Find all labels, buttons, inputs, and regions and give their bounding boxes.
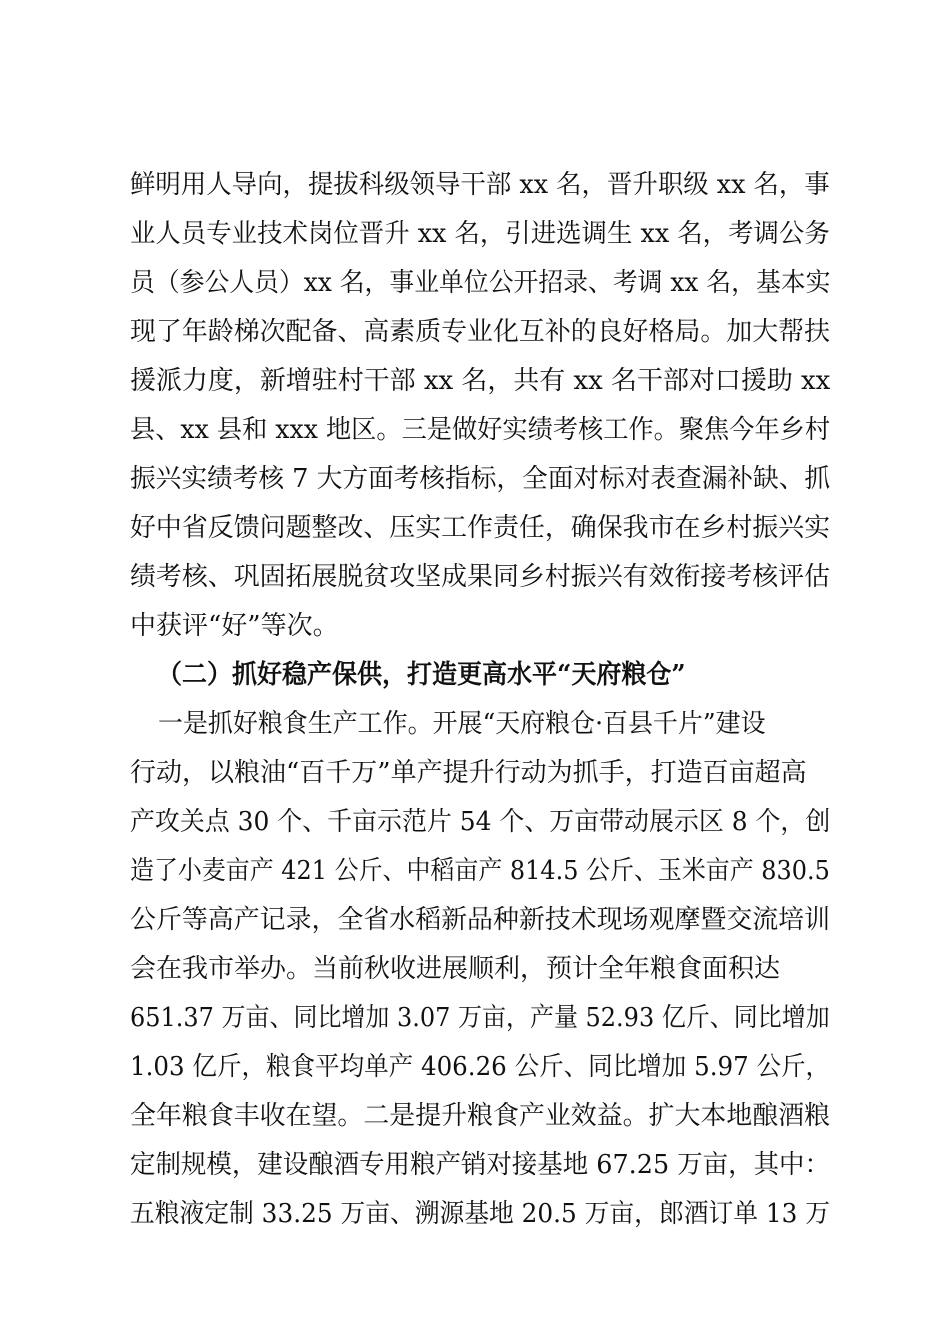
paragraph-first-line: 一是抓好粮食生产工作。开展“天府粮仓·百县千片”建设 <box>158 709 766 739</box>
body-text-line: 中获评“好”等次。 <box>130 611 339 641</box>
body-text-line: 1.03 亿斤，粮食平均单产 406.26 公斤、同比增加 5.97 公斤， <box>130 1052 831 1082</box>
body-text-line: 五粮液定制 33.25 万亩、溯源基地 20.5 万亩，郎酒订单 13 万 <box>130 1199 831 1229</box>
body-text-line: 现了年龄梯次配备、高素质专业化互补的良好格局。加大帮扶 <box>130 317 831 347</box>
body-text-line: 公斤等高产记录，全省水稻新品种新技术现场观摩暨交流培训 <box>130 905 831 935</box>
body-text-line: 援派力度，新增驻村干部 xx 名，共有 xx 名干部对口援助 xx <box>130 366 831 396</box>
body-text-line: 产攻关点 30 个、千亩示范片 54 个、万亩带动展示区 8 个，创 <box>130 807 831 837</box>
body-text-line: 造了小麦亩产 421 公斤、中稻亩产 814.5 公斤、玉米亩产 830.5 <box>130 856 830 886</box>
body-text-line: 好中省反馈问题整改、压实工作责任，确保我市在乡村振兴实 <box>130 513 831 543</box>
section-heading: （二）抓好稳产保供，打造更高水平“天府粮仓” <box>157 660 686 690</box>
body-text-line: 业人员专业技术岗位晋升 xx 名，引进选调生 xx 名，考调公务 <box>130 219 830 249</box>
body-text-line: 定制规模，建设酿酒专用粮产销对接基地 67.25 万亩，其中： <box>130 1150 830 1180</box>
body-text-line: 鲜明用人导向，提拔科级领导干部 xx 名，晋升职级 xx 名，事 <box>130 170 830 200</box>
body-text-line: 绩考核、巩固拓展脱贫攻坚成果同乡村振兴有效衔接考核评估 <box>130 562 831 592</box>
body-text-line: 县、xx 县和 xxx 地区。三是做好实绩考核工作。聚焦今年乡村 <box>130 415 831 445</box>
body-text-line: 全年粮食丰收在望。二是提升粮食产业效益。扩大本地酿酒粮 <box>130 1101 831 1131</box>
body-text-line: 会在我市举办。当前秋收进展顺利，预计全年粮食面积达 <box>130 954 781 984</box>
body-text-line: 员（参公人员）xx 名，事业单位公开招录、考调 xx 名，基本实 <box>130 268 831 298</box>
body-text-line: 振兴实绩考核 7 大方面考核指标，全面对标对表查漏补缺、抓 <box>130 464 831 494</box>
body-text-line: 651.37 万亩、同比增加 3.07 万亩，产量 52.93 亿斤、同比增加 <box>130 1003 830 1033</box>
body-text-line: 行动，以粮油“百千万”单产提升行动为抓手，打造百亩超高 <box>130 758 807 788</box>
